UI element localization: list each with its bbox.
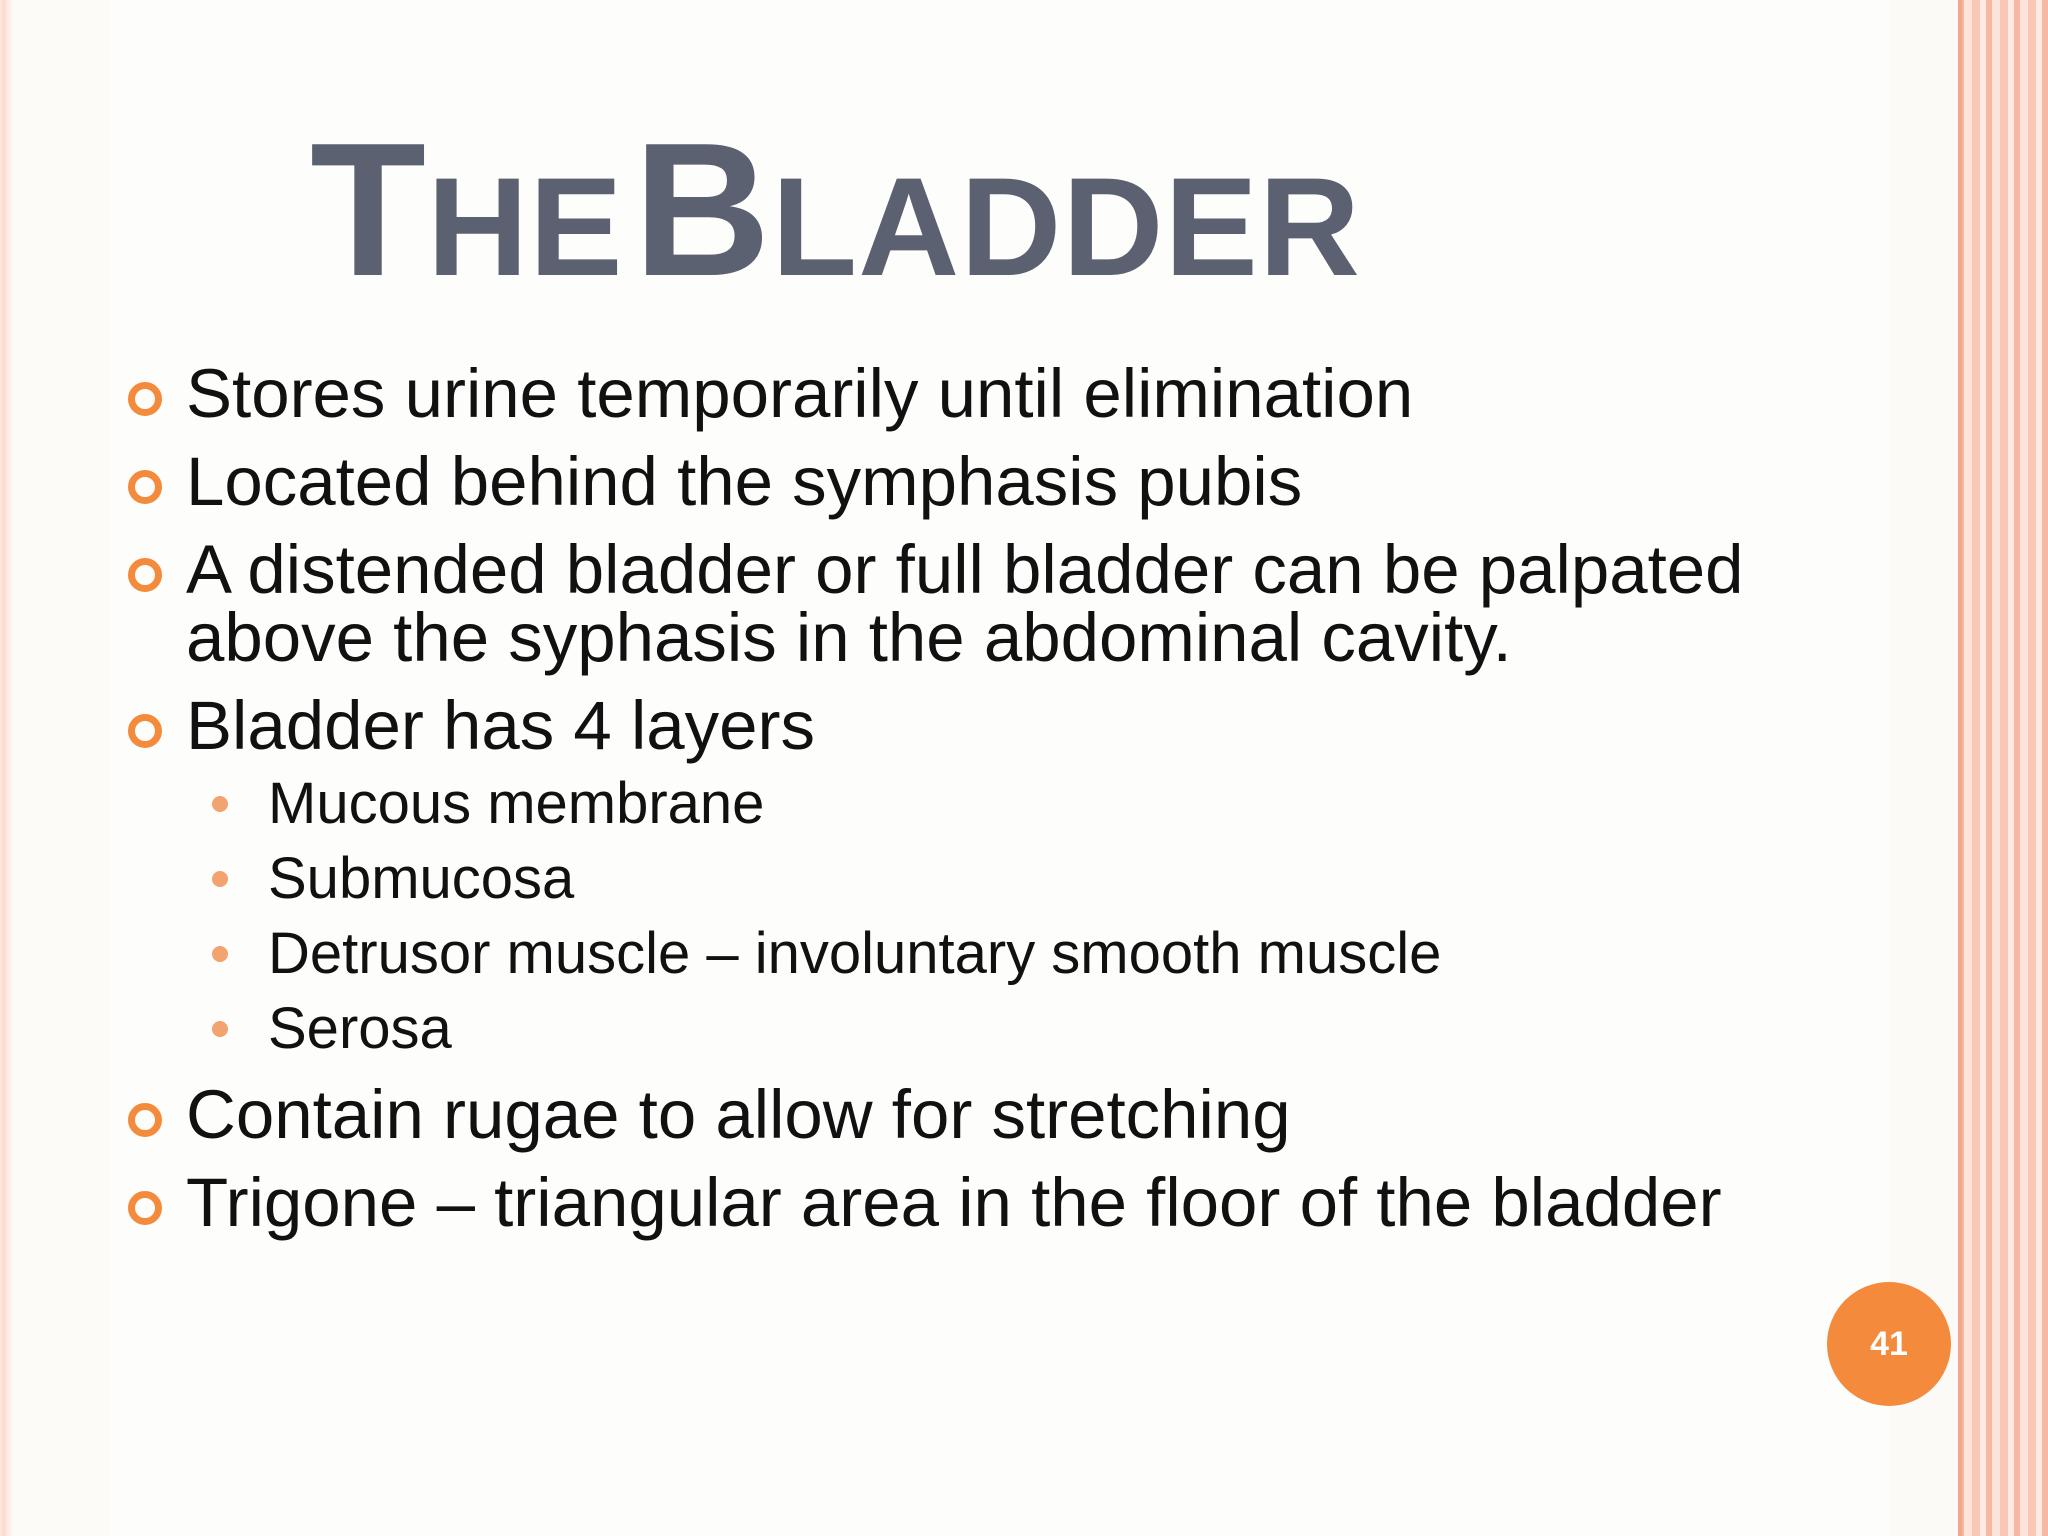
bullet-item <box>128 531 1746 676</box>
bullet-text: Contain rugae to allow for stretching <box>186 1076 1291 1153</box>
sub-bullet-text: Detrusor muscle – involuntary smooth muscle <box>268 921 1442 986</box>
page-number-badge: 41 <box>1827 1282 1951 1406</box>
circle-bullet-icon <box>128 382 162 416</box>
title-initial: B <box>633 104 772 316</box>
bullet-item <box>128 687 1748 764</box>
sub-bullet-item <box>128 996 1748 1061</box>
circle-bullet-icon <box>128 1191 162 1225</box>
sub-bullet-text: Serosa <box>268 996 452 1061</box>
sub-bullet-text: Mucous membrane <box>268 771 765 836</box>
decorative-border <box>1958 0 2048 1536</box>
dot-bullet-icon <box>212 871 228 887</box>
title-initial: T <box>310 104 428 316</box>
sub-bullet-text: Submucosa <box>268 846 575 911</box>
dot-bullet-icon <box>212 796 228 812</box>
dot-bullet-icon <box>212 1021 228 1037</box>
circle-bullet-icon <box>128 470 162 504</box>
title-rest: LADDER <box>771 148 1361 305</box>
bullet-text: Trigone – triangular area in the floor of the bladder <box>186 1164 1722 1241</box>
circle-bullet-icon <box>128 558 162 592</box>
bullet-text: Stores urine temporarily until elimination <box>186 355 1414 432</box>
sub-bullet-item <box>128 921 1748 986</box>
bullet-text: A distended bladder or full bladder can be palpated above the syphasis in the abdominal cavity. <box>186 531 1744 676</box>
circle-bullet-icon <box>128 714 162 748</box>
title-rest: HE <box>427 148 624 305</box>
slide-title <box>310 104 1361 316</box>
bullet-text: Bladder has 4 layers <box>186 687 816 764</box>
circle-bullet-icon <box>128 1103 162 1137</box>
sub-bullet-item <box>128 771 1748 836</box>
bullet-item <box>128 443 1748 520</box>
bullet-text: Located behind the symphasis pubis <box>186 443 1303 520</box>
bullet-item <box>128 1164 1746 1241</box>
sub-bullet-item <box>128 846 1748 911</box>
dot-bullet-icon <box>212 946 228 962</box>
bullet-item <box>128 1076 1748 1153</box>
bullet-list <box>128 355 1748 1257</box>
bullet-item <box>128 355 1748 432</box>
